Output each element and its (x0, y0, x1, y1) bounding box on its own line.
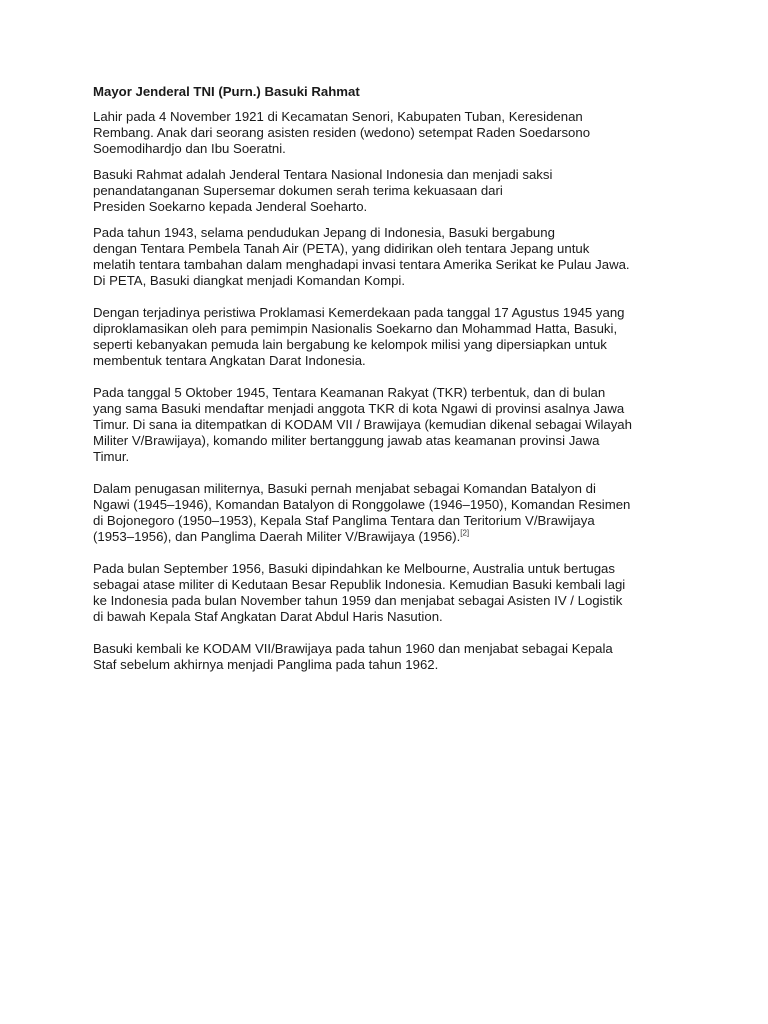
paragraph-line: seperti kebanyakan pemuda lain bergabung ke kelompok milisi yang dipersiapkan untuk (93, 337, 607, 352)
paragraph-birth (93, 109, 683, 157)
paragraph-line: Ngawi (1945–1946), Komandan Batalyon di Ronggolawe (1946–1950), Komandan Resimen (93, 497, 631, 512)
paragraph-line: Dalam penugasan militernya, Basuki pernah menjabat sebagai Komandan Batalyon di (93, 481, 596, 496)
paragraph-line: Soemodihardjo dan Ibu Soeratni. (93, 141, 286, 156)
paragraph-line (93, 529, 683, 545)
paragraph-line: Rembang. Anak dari seorang asisten residen (wedono) setempat Raden Soedarsono (93, 125, 591, 140)
paragraph-line: Militer V/Brawijaya), komando militer bertanggung jawab atas keamanan provinsi Jawa (93, 433, 600, 448)
document-title: Mayor Jenderal TNI (Purn.) Basuki Rahmat (93, 84, 360, 99)
paragraph-line: penandatanganan Supersemar dokumen serah terima kekuasaan dari (93, 183, 503, 198)
paragraph-line: Lahir pada 4 November 1921 di Kecamatan Senori, Kabupaten Tuban, Keresidenan (93, 109, 583, 124)
paragraph-line: membentuk tentara Angkatan Darat Indonesia. (93, 353, 366, 368)
paragraph-line: Basuki kembali ke KODAM VII/Brawijaya pada tahun 1960 dan menjabat sebagai Kepala (93, 641, 613, 656)
paragraph-line: di bawah Kepala Staf Angkatan Darat Abdul Haris Nasution. (93, 609, 443, 624)
paragraph-line: Basuki Rahmat adalah Jenderal Tentara Nasional Indonesia dan menjadi saksi (93, 167, 553, 182)
paragraph-line: Timur. (93, 449, 130, 464)
paragraph-military-career (93, 481, 683, 545)
paragraph-line: yang sama Basuki mendaftar menjadi anggota TKR di kota Ngawi di provinsi asalnya Jawa (93, 401, 625, 416)
paragraph-line: sebagai atase militer di Kedutaan Besar Republik Indonesia. Kemudian Basuki kembali lagi (93, 577, 626, 592)
paragraph-line: Di PETA, Basuki diangkat menjadi Komandan Kompi. (93, 273, 406, 288)
paragraph-kodam (93, 641, 683, 673)
paragraph-line: Staf sebelum akhirnya menjadi Panglima pada tahun 1962. (93, 657, 439, 672)
paragraph-line: diproklamasikan oleh para pemimpin Nasionalis Soekarno dan Mohammad Hatta, Basuki, (93, 321, 618, 336)
paragraph-tkr (93, 385, 683, 465)
paragraph-melbourne (93, 561, 683, 625)
document-page (93, 84, 683, 683)
paragraph-line: Dengan terjadinya peristiwa Proklamasi Kemerdekaan pada tanggal 17 Agustus 1945 yang (93, 305, 625, 320)
paragraph-line: dengan Tentara Pembela Tanah Air (PETA), yang didirikan oleh tentara Jepang untuk (93, 241, 590, 256)
paragraph-line-text: (1953–1956), dan Panglima Daerah Militer V/Brawijaya (1956). (93, 529, 461, 544)
paragraph-line: ke Indonesia pada bulan November tahun 1959 dan menjabat sebagai Asisten IV / Logistik (93, 593, 623, 608)
paragraph-proklamasi (93, 305, 683, 369)
paragraph-line: Pada tanggal 5 Oktober 1945, Tentara Keamanan Rakyat (TKR) terbentuk, dan di bulan (93, 385, 606, 400)
paragraph-line: Pada bulan September 1956, Basuki dipindahkan ke Melbourne, Australia untuk bertugas (93, 561, 615, 576)
paragraph-line: melatih tentara tambahan dalam menghadapi invasi tentara Amerika Serikat ke Pulau Jawa. (93, 257, 630, 272)
paragraph-line: di Bojonegoro (1950–1953), Kepala Staf Panglima Tentara dan Teritorium V/Brawijaya (93, 513, 595, 528)
paragraph-line: Presiden Soekarno kepada Jenderal Soeharto. (93, 199, 368, 214)
paragraph-line: Pada tahun 1943, selama pendudukan Jepang di Indonesia, Basuki bergabung (93, 225, 555, 240)
citation-link[interactable]: [2] (460, 528, 470, 538)
paragraph-supersemar (93, 167, 683, 215)
paragraph-line: Timur. Di sana ia ditempatkan di KODAM VII / Brawijaya (kemudian dikenal sebagai Wilayah (93, 417, 632, 432)
paragraph-peta (93, 225, 683, 289)
